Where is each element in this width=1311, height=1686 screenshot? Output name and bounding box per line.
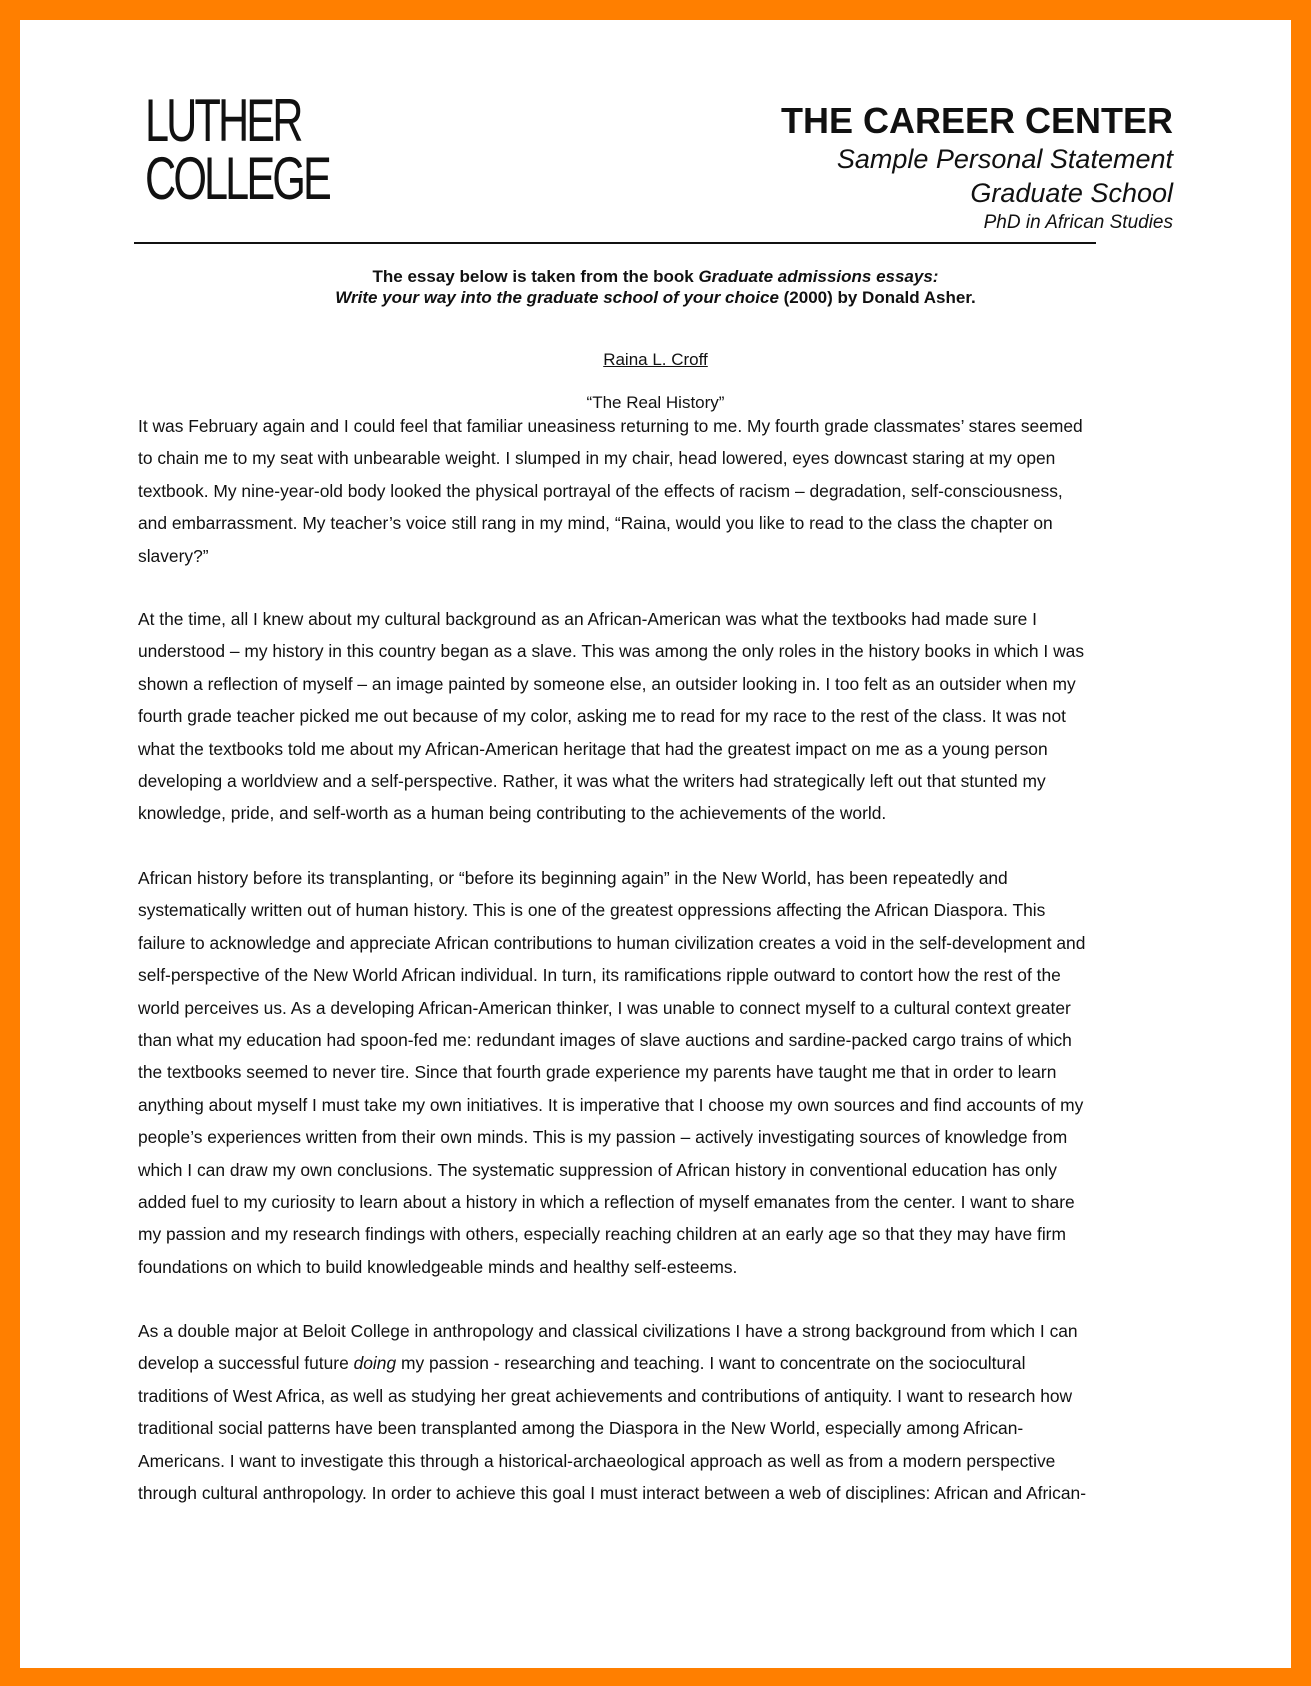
essay-paragraph xyxy=(138,603,1084,830)
essay-line xyxy=(138,475,1083,507)
book-title-part-1: Graduate admissions essays: xyxy=(698,267,939,286)
header-divider xyxy=(134,242,1096,244)
author-name: Raina L. Croff xyxy=(603,350,708,369)
line-text: At the time, all I knew about my cultural background as an African-American was what the textbooks had made sure I xyxy=(138,609,1037,629)
line-text: It was February again and I could feel that familiar uneasiness returning to me. My fourth grade classmates’ stares seemed xyxy=(138,416,1083,436)
line-text: than what my education had spoon-fed me: redundant images of slave auctions and sardine-packed cargo trains of which xyxy=(138,1030,1072,1051)
essay-line xyxy=(138,1089,1085,1121)
essay-line xyxy=(138,992,1085,1024)
header-field: PhD in African Studies xyxy=(983,212,1173,233)
essay-line xyxy=(138,540,1083,572)
header-subtitle: Sample Personal Statement xyxy=(836,144,1173,174)
essay-line xyxy=(138,1380,1086,1412)
line-text: added fuel to my curiosity to learn about a history in which a reflection of myself emanates from the center. I want to share xyxy=(138,1192,1075,1213)
essay-line xyxy=(138,1477,1086,1509)
essay-line xyxy=(138,797,1084,829)
line-text: the textbooks seemed to never tire. Since that fourth grade experience my parents have taught me that in order to learn xyxy=(138,1062,1057,1083)
essay-line xyxy=(138,1056,1085,1088)
essay-line xyxy=(138,1186,1085,1218)
essay-line xyxy=(138,733,1084,765)
essay-line xyxy=(138,765,1084,797)
essay-line xyxy=(138,1445,1086,1477)
essay-line xyxy=(138,507,1083,539)
document-page xyxy=(20,20,1291,1668)
line-text: knowledge, pride, and self-worth as a human being contributing to the achievements of the world. xyxy=(138,803,887,824)
essay-paragraph xyxy=(138,1315,1086,1509)
essay-line xyxy=(138,862,1085,894)
essay-line xyxy=(138,1347,1086,1379)
line-text: Americans. I want to investigate this through a historical-archaeological approach as well as from a modern perspective xyxy=(138,1450,1056,1471)
line-text: failure to acknowledge and appreciate African contributions to human civilization creates a void in the self-development and xyxy=(138,932,1086,953)
line-text: foundations on which to build knowledgeable minds and healthy self-esteems. xyxy=(138,1256,738,1277)
line-text: through cultural anthropology. In order to achieve this goal I must interact between a web of disciplines: African and African- xyxy=(138,1483,1087,1504)
line-text: my passion and my research findings with others, especially reaching children at an early age so that they may have firm xyxy=(138,1224,1066,1245)
essay-line xyxy=(138,442,1083,474)
essay-title: “The Real History” xyxy=(586,393,725,412)
header-title: THE CAREER CENTER xyxy=(780,100,1173,141)
essay-paragraph xyxy=(138,862,1085,1283)
line-text: my passion - researching and teaching. I want to concentrate on the sociocultural xyxy=(396,1353,1026,1374)
author xyxy=(20,350,1291,370)
line-text: develop a successful future xyxy=(138,1353,354,1374)
essay-line xyxy=(138,927,1085,959)
essay-line xyxy=(138,603,1084,635)
essay-line xyxy=(138,1218,1085,1250)
line-text: world perceives us. As a developing African-American thinker, I was unable to connect myself to a cultural context greater xyxy=(138,997,1071,1018)
line-text: systematically written out of human history. This is one of the greatest oppressions affecting the African Diaspora. This xyxy=(138,900,1046,921)
essay-line xyxy=(138,1121,1085,1153)
line-text: and embarrassment. My teacher’s voice still rang in my mind, “Raina, would you like to read to the class the chapter on xyxy=(138,513,1053,534)
logo-line-2: COLLEGE xyxy=(145,145,329,212)
source-note-citation: (2000) by Donald Asher. xyxy=(778,288,976,307)
source-note-text: The essay below is taken from the book xyxy=(372,267,699,286)
essay-line xyxy=(138,635,1084,667)
line-text: traditional social patterns have been transplanted among the Diaspora in the New World, especially among African- xyxy=(138,1418,1024,1439)
line-text: which I can draw my own conclusions. The systematic suppression of African history in conventional education has only xyxy=(138,1159,1057,1180)
line-text: As a double major at Beloit College in anthropology and classical civilizations I have a strong background from which I can xyxy=(138,1321,1078,1341)
essay-line xyxy=(138,894,1085,926)
essay-paragraph xyxy=(138,410,1083,572)
essay-line xyxy=(138,959,1085,991)
line-text: African history before its transplanting, or “before its beginning again” in the New World, has been repeatedly and xyxy=(138,868,1008,888)
header-program: Graduate School xyxy=(970,178,1173,208)
essay-line xyxy=(138,410,1083,442)
line-text: anything about myself I must take my own initiatives. It is imperative that I choose my own sources and find accounts of my xyxy=(138,1094,1084,1115)
line-text: slavery?” xyxy=(138,545,209,566)
line-text: textbook. My nine-year-old body looked the physical portrayal of the effects of racism – degradation, self-consciousness, xyxy=(138,480,1063,501)
book-title-part-2: Write your way into the graduate school of your choice xyxy=(335,288,779,307)
document-header xyxy=(781,100,1173,236)
source-note xyxy=(20,266,1291,308)
essay-line xyxy=(138,1154,1085,1186)
line-text: traditions of West Africa, as well as studying her great achievements and contributions of antiquity. I want to research how xyxy=(138,1385,1073,1406)
line-text: self-perspective of the New World African individual. In turn, its ramifications ripple outward to contort how the rest of the xyxy=(138,965,1061,986)
essay-line xyxy=(138,1412,1086,1444)
line-text: shown a reflection of myself – an image painted by someone else, an outsider looking in. I too felt as an outsider when my xyxy=(138,673,1076,694)
emphasis-text: doing xyxy=(353,1353,397,1374)
essay-line xyxy=(138,1024,1085,1056)
line-text: what the textbooks told me about my African-American heritage that had the greatest impact on me as a young person xyxy=(138,738,1048,759)
luther-college-logo xyxy=(145,87,329,212)
line-text: to chain me to my seat with unbearable weight. I slumped in my chair, head lowered, eyes downcast staring at my open xyxy=(138,448,1056,469)
essay-line xyxy=(138,700,1084,732)
essay-line xyxy=(138,1315,1086,1347)
line-text: people’s experiences written from their own minds. This is my passion – actively investigating sources of knowledge from xyxy=(138,1127,1068,1148)
essay-line xyxy=(138,1251,1085,1283)
essay-line xyxy=(138,668,1084,700)
line-text: fourth grade teacher picked me out because of my color, asking me to read for my race to the rest of the class. It was not xyxy=(138,706,1066,727)
line-text: understood – my history in this country began as a slave. This was among the only roles in the history books in which I was xyxy=(138,641,1085,662)
line-text: developing a worldview and a self-perspective. Rather, it was what the writers had strategically left out that stunted my xyxy=(138,771,1046,792)
logo-line-1: LUTHER xyxy=(145,87,301,154)
